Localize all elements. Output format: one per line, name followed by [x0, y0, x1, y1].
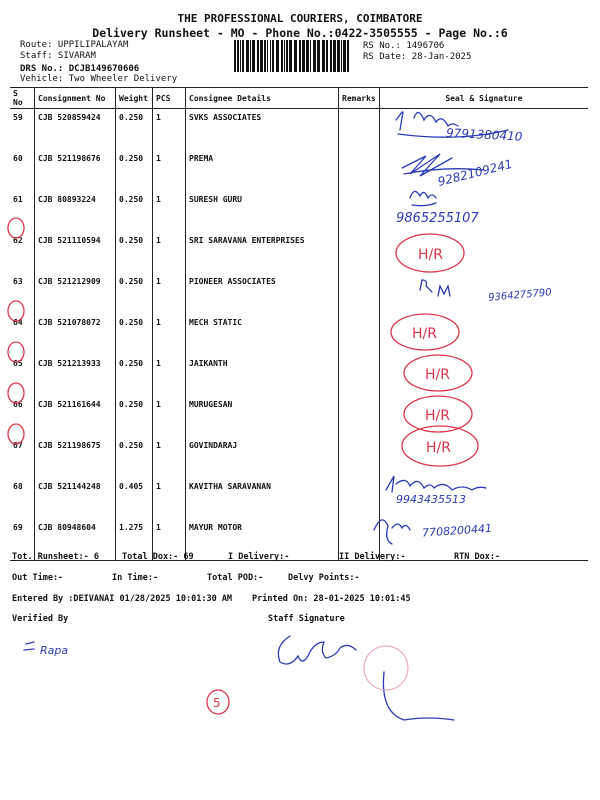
barcode-bar: [252, 40, 255, 72]
cell-pcs: 1: [153, 109, 186, 151]
cell-signature: [379, 191, 588, 232]
barcode-bar: [289, 40, 292, 72]
cell-remarks: [339, 191, 380, 232]
barcode-bar: [237, 40, 239, 72]
staff-signature-label: Staff Signature: [268, 614, 345, 624]
barcode-bar: [313, 40, 316, 72]
barcode-bar: [326, 40, 328, 72]
barcode-bar: [257, 40, 259, 72]
rs-date: RS Date: 28-Jan-2025: [363, 52, 472, 62]
verified-by: Verified By: [12, 614, 69, 624]
cell-sno: 69: [10, 519, 35, 561]
total-dox: Total Dox:- 69: [122, 552, 194, 562]
cell-remarks: [339, 314, 380, 355]
staff-signature-scribble: [278, 636, 356, 664]
barcode-bar: [306, 40, 309, 72]
cell-sno: 65: [13, 359, 23, 368]
hr-mark: H/R: [412, 326, 437, 342]
table-row: [10, 314, 588, 355]
printed-on: Printed On: 28-01-2025 10:01:45: [252, 594, 411, 604]
cell-consignee: PREMA: [186, 150, 339, 191]
runsheet-table: [10, 87, 588, 561]
col-header-pcs: PCS: [153, 88, 186, 109]
table-row: [10, 396, 588, 437]
table-row: [10, 109, 588, 151]
cell-consignment: CJB 521198675: [35, 437, 116, 478]
barcode-bar: [310, 40, 311, 72]
cell-remarks: [339, 396, 380, 437]
runsheet-title: Delivery Runsheet - MO - Phone No.:0422-3505555 - Page No.:6: [92, 26, 508, 40]
cell-consignment: CJB 521078072: [35, 314, 116, 355]
cell-consignee: MURUGESAN: [186, 396, 339, 437]
cell-pcs: 1: [153, 314, 186, 355]
barcode-bar: [250, 40, 251, 72]
cell-weight: 0.250: [116, 150, 153, 191]
cell-consignment: CJB 80893224: [35, 191, 116, 232]
barcode-bar: [343, 40, 346, 72]
cell-weight: 0.250: [116, 273, 153, 314]
cell-pcs: 1: [153, 478, 186, 519]
cell-sno: 61: [13, 195, 23, 204]
table-row: [10, 191, 588, 232]
cell-sno: 67: [13, 441, 23, 450]
hr-mark: H/R: [425, 408, 450, 424]
cell-consignee: JAIKANTH: [186, 355, 339, 396]
ii-delivery: II Delivery:-: [339, 552, 406, 562]
cell-pcs: 1: [153, 191, 186, 232]
cell-signature: [379, 109, 588, 151]
table-row: [10, 273, 588, 314]
table-row: [10, 437, 588, 478]
signature-scribble: [383, 672, 454, 720]
office-stamp: [364, 646, 408, 690]
cell-weight: 0.405: [116, 478, 153, 519]
in-time: In Time:-: [112, 573, 159, 583]
handwritten-phone: 9865255107: [396, 211, 479, 226]
hr-mark: H/R: [418, 247, 443, 263]
cell-weight: 0.250: [116, 314, 153, 355]
out-time: Out Time:-: [12, 573, 64, 583]
barcode-bar: [286, 40, 288, 72]
barcode-bar: [317, 40, 320, 72]
cell-remarks: [339, 273, 380, 314]
cell-consignee: KAVITHA SARAVANAN: [186, 478, 339, 519]
rtn-dox: RTN Dox:-: [454, 552, 501, 562]
table-row: [10, 355, 588, 396]
barcode-bar: [272, 40, 274, 72]
col-header-signature: Seal & Signature: [379, 88, 588, 109]
cell-pcs: 1: [153, 396, 186, 437]
barcode-bar: [284, 40, 285, 72]
cell-pcs: 1: [153, 232, 186, 273]
cell-signature: [379, 437, 588, 478]
cell-consignee: MECH STATIC: [186, 314, 339, 355]
hr-mark: H/R: [426, 440, 451, 456]
cell-weight: 0.250: [116, 437, 153, 478]
table-header-row: [10, 88, 588, 109]
col-header-weight: Weight: [116, 88, 153, 109]
barcode-bar: [341, 40, 342, 72]
cell-weight: 0.250: [116, 396, 153, 437]
barcode-bar: [302, 40, 305, 72]
hr-mark: H/R: [425, 367, 450, 383]
drs-number: DRS No.: DCJB149670606: [20, 64, 140, 74]
barcode-bar: [270, 40, 271, 72]
barcode-bar: [347, 40, 349, 72]
cell-signature: [379, 314, 588, 355]
cell-consignment: CJB 521213933: [35, 355, 116, 396]
cell-consignment: CJB 521161644: [35, 396, 116, 437]
barcode-bar: [260, 40, 263, 72]
cell-remarks: [339, 478, 380, 519]
staff-label: Staff: SIVARAM: [20, 51, 96, 61]
col-header-consignee: Consignee Details: [186, 88, 339, 109]
barcode-bar: [264, 40, 266, 72]
cell-sno: 60: [13, 154, 23, 163]
route-label: Route: UPPILIPALAYAM: [20, 40, 129, 50]
handwritten-phone: 7708200441: [421, 521, 493, 540]
cell-remarks: [339, 109, 380, 151]
cell-consignment: CJB 80948604: [35, 519, 116, 561]
barcode-bar: [234, 40, 236, 72]
barcode-bar: [299, 40, 301, 72]
barcode-bar: [242, 40, 244, 72]
cell-consignee: SVKS ASSOCIATES: [186, 109, 339, 151]
entered-by: Entered By :DEIVANAI 01/28/2025 10:01:30 AM: [12, 594, 233, 604]
table-row: [10, 150, 588, 191]
cell-weight: 0.250: [116, 109, 153, 151]
page-circle-number: 5: [213, 696, 221, 710]
handwritten-phone: 9791380410: [445, 125, 523, 144]
col-header-remarks: Remarks: [339, 88, 380, 109]
barcode-bar: [281, 40, 283, 72]
cell-consignment: CJB 521144248: [35, 478, 116, 519]
cell-weight: 0.250: [116, 355, 153, 396]
barcode-bar: [333, 40, 336, 72]
handwritten-phone: 9364275790: [487, 287, 553, 304]
barcode-bar: [276, 40, 279, 72]
table-row: [10, 232, 588, 273]
verified-scribble-text: Rapa: [40, 644, 69, 657]
cell-signature: [379, 396, 588, 437]
cell-signature: [379, 478, 588, 519]
cell-sno: 62: [13, 236, 23, 245]
col-header-consignment: Consignment No: [35, 88, 116, 109]
barcode-image: [234, 40, 352, 72]
cell-signature: [379, 273, 588, 314]
rs-number: RS No.: 1496706: [363, 41, 445, 51]
cell-consignee: SRI SARAVANA ENTERPRISES: [186, 232, 339, 273]
cell-pcs: 1: [153, 355, 186, 396]
total-pod: Total POD:-: [207, 573, 264, 583]
cell-weight: 1.275: [116, 519, 153, 561]
barcode-bar: [330, 40, 332, 72]
cell-signature: [379, 232, 588, 273]
cell-remarks: [339, 355, 380, 396]
cell-remarks: [339, 437, 380, 478]
barcode-bar: [294, 40, 297, 72]
cell-consignment: CJB 521212909: [35, 273, 116, 314]
page-circle-mark: [207, 690, 229, 714]
cell-consignment: CJB 521198676: [35, 150, 116, 191]
cell-consignee: SURESH GURU: [186, 191, 339, 232]
cell-weight: 0.250: [116, 191, 153, 232]
tot-runsheet: Tot. Runsheet:- 6: [12, 552, 99, 562]
vehicle-label: Vehicle: Two Wheeler Delivery: [20, 74, 178, 84]
cell-pcs: 1: [153, 437, 186, 478]
delvy-points: Delvy Points:-: [288, 573, 360, 583]
company-name: THE PROFESSIONAL COURIERS, COIMBATORE: [177, 12, 423, 25]
cell-pcs: 1: [153, 519, 186, 561]
cell-weight: 0.250: [116, 232, 153, 273]
cell-sno: 68: [13, 482, 23, 491]
cell-signature: [379, 355, 588, 396]
table-row: [10, 478, 588, 519]
cell-consignee: PIONEER ASSOCIATES: [186, 273, 339, 314]
cell-sno: 64: [13, 318, 23, 327]
cell-consignment: CJB 520859424: [35, 109, 116, 151]
i-delivery: I Delivery:-: [228, 552, 290, 562]
handwritten-phone: 9943435513: [396, 493, 466, 506]
cell-remarks: [339, 232, 380, 273]
cell-sno: 66: [13, 400, 23, 409]
cell-pcs: 1: [153, 150, 186, 191]
cell-pcs: 1: [153, 273, 186, 314]
cell-signature: [379, 150, 588, 191]
handwritten-phone: 9282109241: [436, 156, 514, 189]
cell-remarks: [339, 150, 380, 191]
cell-consignee: MAYUR MOTOR: [186, 519, 339, 561]
col-header-sno: S No: [10, 88, 35, 109]
barcode-bar: [246, 40, 249, 72]
barcode-bar: [322, 40, 325, 72]
barcode-bar: [240, 40, 241, 72]
cell-consignment: CJB 521110594: [35, 232, 116, 273]
barcode-bar: [267, 40, 268, 72]
cell-consignee: GOVINDARAJ: [186, 437, 339, 478]
barcode-bar: [337, 40, 340, 72]
cell-sno: 63: [13, 277, 23, 286]
cell-sno: 59: [13, 113, 23, 122]
verified-scribble: [24, 642, 34, 650]
